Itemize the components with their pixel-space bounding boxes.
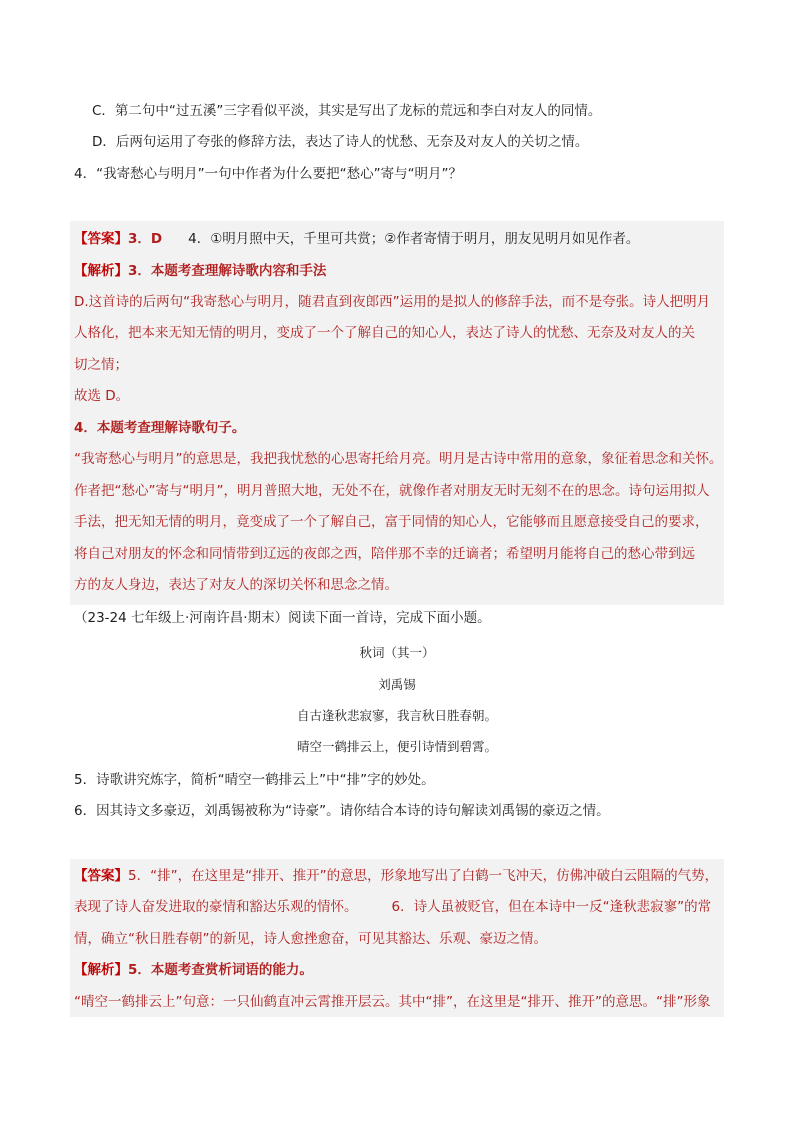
question-5: 5．诗歌讲究炼字，简析“晴空一鹤排云上”中“排”字的妙处。 <box>74 772 435 788</box>
question-4: 4．“我寄愁心与明月”一句中作者为什么要把“愁心”寄与“明月”？ <box>74 166 463 182</box>
answer-row-5-6 <box>74 897 711 917</box>
answer-4: 4．①明月照中天，千里可共赏；②作者寄情于明月，朋友见明月如见作者。 <box>188 231 640 247</box>
answer-tag: 【答案】 <box>74 231 128 247</box>
answer-3: 3．D <box>128 231 163 247</box>
analysis-3-heading: 3．本题考查理解诗歌内容和手法 <box>128 263 327 279</box>
poem-line-1: 自古逢秋悲寂寥，我言秋日胜春朝。 <box>296 708 497 723</box>
analysis-4-line-4: 将自己对朋友的怀念和同情带到辽远的夜郎之西，陪伴那不幸的迁谪者；希望明月能将自己的愁心带到远 <box>74 546 695 562</box>
analysis-row-3 <box>74 261 326 281</box>
analysis-4-line-2: 作者把“愁心”寄与“明月”，明月普照大地，无处不在，就像作者对朋友无时无刻不在的思念。诗句运用拟人 <box>74 483 710 499</box>
poem-line-2: 晴空一鹤排云上，便引诗情到碧霄。 <box>296 739 497 754</box>
analysis-4-line-5: 方的友人身边，表达了对友人的深切关怀和思念之情。 <box>74 577 398 593</box>
analysis-4-heading: 4．本题考查理解诗歌句子。 <box>74 420 246 436</box>
answer-row-5 <box>74 866 718 886</box>
poem-title: 秋词（其一） <box>359 645 435 660</box>
analysis-3-line-2: 人格化，把本来无知无情的明月，变成了一个了解自己的知心人，表达了诗人的忧愁、无奈及对友人的关 <box>74 325 695 341</box>
analysis-tag: 【解析】 <box>74 263 128 279</box>
answer-tag: 【答案】 <box>74 868 128 884</box>
analysis-4-line-3: 手法，把无知无情的明月，竟变成了一个了解自己，富于同情的知心人，它能够而且愿意接受自己的要求， <box>74 514 709 530</box>
answer-5-line-1: 5．“排”，在这里是“排开、推开”的意思，形象地写出了白鹤一飞冲天，仿佛冲破白云阻隔的气势， <box>128 868 719 884</box>
answer-6-line-2: 情，确立“秋日胜春朝”的新见，诗人愈挫愈奋，可见其豁达、乐观、豪迈之情。 <box>74 931 547 947</box>
poem-author: 刘禹锡 <box>378 677 416 692</box>
section-intro: （23-24 七年级上·河南许昌·期末）阅读下面一首诗，完成下面小题。 <box>74 610 491 626</box>
question-6: 6．因其诗文多豪迈，刘禹锡被称为“诗豪”。请你结合本诗的诗句解读刘禹锡的豪迈之情。 <box>74 803 610 819</box>
analysis-row-5 <box>74 960 313 980</box>
analysis-tag: 【解析】 <box>74 962 128 978</box>
analysis-3-line-3: 切之情； <box>74 357 128 373</box>
option-c: C．第二句中“过五溪”三字看似平淡，其实是写出了龙标的荒远和李白对友人的同情。 <box>92 103 602 119</box>
answer-5-line-2: 表现了诗人奋发进取的豪情和豁达乐观的情怀。 <box>74 899 358 915</box>
analysis-5-line-1: “晴空一鹤排云上”句意：一只仙鹤直冲云霄推开层云。其中“排”，在这里是“排开、推开”的意思。“排”形象 <box>74 994 711 1010</box>
option-d: D．后两句运用了夸张的修辞方法，表达了诗人的忧愁、无奈及对友人的关切之情。 <box>92 134 589 150</box>
analysis-4-line-1: “我寄愁心与明月”的意思是，我把我忧愁的心思寄托给月亮。明月是古诗中常用的意象，象征着思念和关怀。 <box>74 451 723 467</box>
analysis-5-heading: 5．本题考查赏析词语的能力。 <box>128 962 313 978</box>
analysis-3-line-4: 故选 D。 <box>74 388 130 404</box>
analysis-3-line-1: D.这首诗的后两句“我寄愁心与明月，随君直到夜郎西”运用的是拟人的修辞手法，而不是夸张。诗人把明月 <box>74 294 711 310</box>
answer-6-line-1: 6．诗人虽被贬官，但在本诗中一反“逢秋悲寂寥”的常 <box>391 899 712 915</box>
answer-row-1 <box>74 229 639 249</box>
